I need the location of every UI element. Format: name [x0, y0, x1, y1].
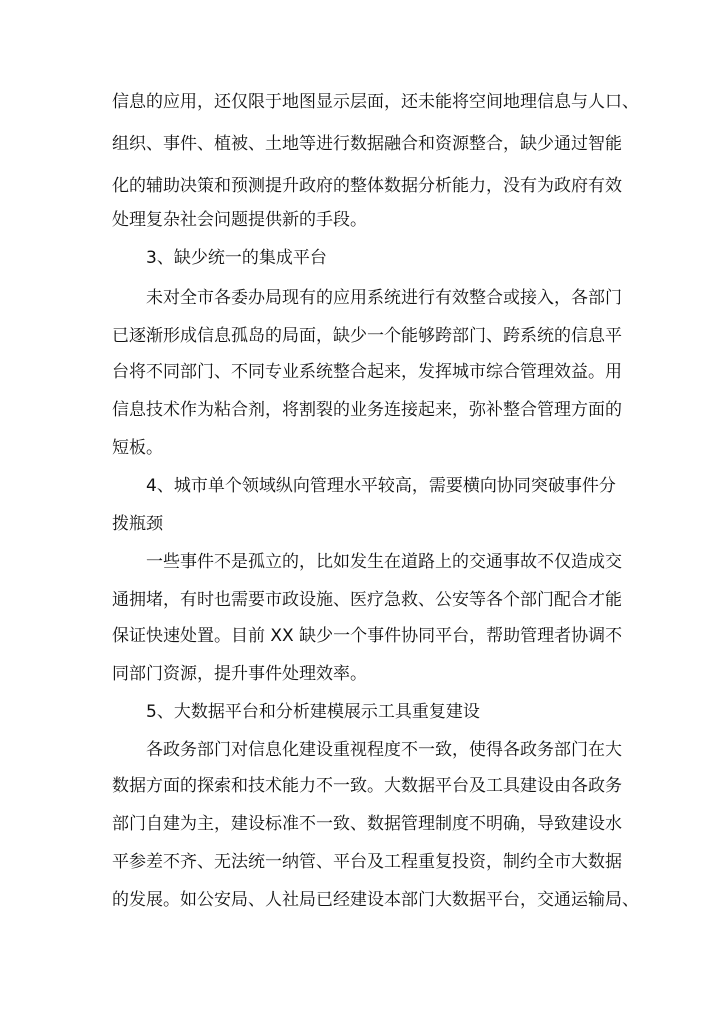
text-line: 信息的应用，还仅限于地图显示层面，还未能将空间地理信息与人口、 — [112, 92, 639, 112]
section-heading: 5、大数据平台和分析建模展示工具重复建设 — [146, 702, 480, 722]
text-line: 未对全市各委办局现有的应用系统进行有效整合或接入，各部门 — [146, 288, 622, 308]
section-heading: 4、城市单个领域纵向管理水平较高，需要横向协同突破事件分 — [146, 476, 616, 496]
text-line: 处理复杂社会问题提供新的手段。 — [112, 210, 367, 230]
section-heading: 3、缺少统一的集成平台 — [146, 248, 327, 268]
text-line: 各政务部门对信息化建设重视程度不一致，使得各政务部门在大 — [146, 740, 622, 760]
text-line: 平参差不齐、无法统一纳管、平台及工程重复投资，制约全市大数据 — [112, 852, 622, 872]
text-line: 的发展。如公安局、人社局已经建设本部门大数据平台，交通运输局、 — [112, 890, 639, 910]
text-line: 保证快速处置。目前 XX 缺少一个事件协同平台，帮助管理者协调不 — [112, 626, 623, 646]
text-line: 组织、事件、植被、土地等进行数据融合和资源整合，缺少通过智能 — [112, 134, 622, 154]
text-line: 已逐渐形成信息孤岛的局面，缺少一个能够跨部门、跨系统的信息平 — [112, 326, 622, 346]
text-line: 一些事件不是孤立的，比如发生在道路上的交通事故不仅造成交 — [146, 552, 622, 572]
text-line: 部门自建为主，建设标准不一致、数据管理制度不明确，导致建设水 — [112, 814, 622, 834]
text-line: 同部门资源，提升事件处理效率。 — [112, 664, 367, 684]
section-heading: 拨瓶颈 — [112, 514, 163, 534]
text-line: 数据方面的探索和技术能力不一致。大数据平台及工具建设由各政务 — [112, 776, 622, 796]
text-line: 短板。 — [112, 438, 163, 458]
text-line: 化的辅助决策和预测提升政府的整体数据分析能力，没有为政府有效 — [112, 176, 622, 196]
text-line: 信息技术作为粘合剂，将割裂的业务连接起来，弥补整合管理方面的 — [112, 400, 622, 420]
text-line: 通拥堵，有时也需要市政设施、医疗急救、公安等各个部门配合才能 — [112, 590, 622, 610]
text-line: 台将不同部门、不同专业系统整合起来，发挥城市综合管理效益。用 — [112, 362, 622, 382]
